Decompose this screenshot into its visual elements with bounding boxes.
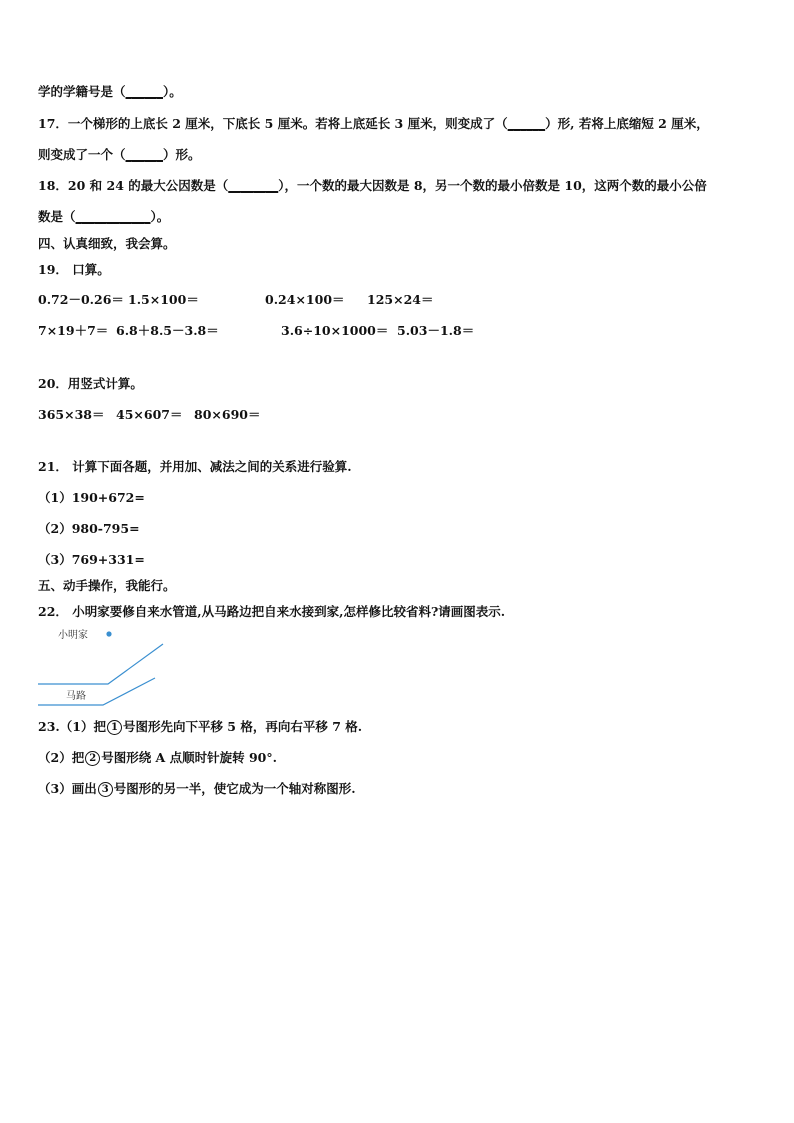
- q19-expr-4: 125×24＝: [367, 292, 434, 307]
- q18-text-a: 18．20 和 24 的最大公因数是（: [38, 178, 229, 193]
- q19-expr-3: 0.24×100＝: [265, 292, 345, 307]
- house-label: 小明家: [58, 630, 88, 641]
- q23-line2: [38, 750, 277, 766]
- q16-tail-prefix: 学的学籍号是（: [38, 84, 126, 99]
- section5-heading: 五、动手操作，我能行。: [38, 578, 176, 593]
- q23-line1: [38, 719, 362, 735]
- road-label: 马路: [66, 691, 86, 702]
- q19-expr-8: 5.03－1.8＝: [397, 323, 475, 338]
- q19-expr-7: 3.6÷10×1000＝: [281, 323, 389, 338]
- circled-number-3: 3: [98, 782, 113, 797]
- q18-line1: [38, 178, 707, 194]
- q16-tail-line: [38, 84, 182, 100]
- q21-item-3: （3）769+331=: [38, 552, 145, 567]
- q19-expr-2: 1.5×100＝: [128, 292, 199, 307]
- q18-answer-blank-2[interactable]: ____________: [75, 209, 151, 224]
- q17-text-b: ）形, 若将上底缩短 2 厘米，: [545, 116, 709, 131]
- q17-text-c: 则变成了一个（: [38, 147, 126, 162]
- q23-part2-text-a: （2）把: [38, 750, 85, 765]
- section4-heading: 四、认真细致，我会算。: [38, 236, 176, 251]
- road-upper-edge: [38, 644, 163, 684]
- q18-answer-blank-1[interactable]: ________: [228, 178, 279, 193]
- road-lower-edge: [38, 678, 155, 705]
- q16-tail-suffix: ）。: [163, 84, 182, 99]
- q18-text-d: ）。: [150, 209, 170, 224]
- circled-number-1: 1: [107, 720, 122, 735]
- q17-answer-blank-2[interactable]: ______: [125, 147, 164, 162]
- q23-part1-text-b: 号图形先向下平移 5 格，再向右平移 7 格.: [122, 719, 363, 734]
- q21-item-2: （2）980-795=: [38, 521, 140, 536]
- q19-title: 19． 口算。: [38, 262, 110, 277]
- q17-line2: [38, 147, 201, 163]
- q18-text-b: ），一个数的最大因数是 8，另一个数的最小倍数是 10，这两个数的最小公倍: [278, 178, 707, 193]
- q20-expr-2: 45×607＝: [116, 407, 183, 422]
- q17-answer-blank-1[interactable]: ______: [507, 116, 546, 131]
- q22-title: 22． 小明家要修自来水管道,从马路边把自来水接到家,怎样修比较省料?请画图表示.: [38, 604, 506, 619]
- q23-part1-text-a: 23.（1）把: [38, 719, 106, 734]
- q20-title: 20．用竖式计算。: [38, 376, 143, 391]
- q20-expr-1: 365×38＝: [38, 407, 105, 422]
- q21-item-1: （1）190+672=: [38, 490, 145, 505]
- q18-line2: [38, 209, 169, 225]
- q23-part3-text-b: 号图形的另一半，使它成为一个轴对称图形.: [113, 781, 356, 796]
- house-dot-icon: [106, 631, 111, 636]
- q19-expr-5: 7×19＋7＝: [38, 323, 109, 338]
- q17-line1: [38, 116, 709, 132]
- q20-expr-3: 80×690＝: [194, 407, 261, 422]
- q21-title: 21． 计算下面各题，并用加、减法之间的关系进行验算.: [38, 459, 352, 474]
- q17-text-d: ）形。: [163, 147, 201, 162]
- q17-text-a: 17．一个梯形的上底长 2 厘米，下底长 5 厘米。若将上底延长 3 厘米，则变成了（: [38, 116, 508, 131]
- road-house-figure[interactable]: [36, 626, 176, 708]
- q19-expr-6: 6.8＋8.5－3.8＝: [116, 323, 219, 338]
- q23-line3: [38, 781, 356, 797]
- q18-text-c: 数是（: [38, 209, 76, 224]
- q23-part3-text-a: （3）画出: [38, 781, 97, 796]
- q23-part2-text-b: 号图形绕 A 点顺时针旋转 90°.: [101, 750, 277, 765]
- q16-answer-blank[interactable]: ______: [125, 84, 164, 99]
- q19-expr-1: 0.72－0.26＝: [38, 292, 124, 307]
- circled-number-2: 2: [85, 751, 100, 766]
